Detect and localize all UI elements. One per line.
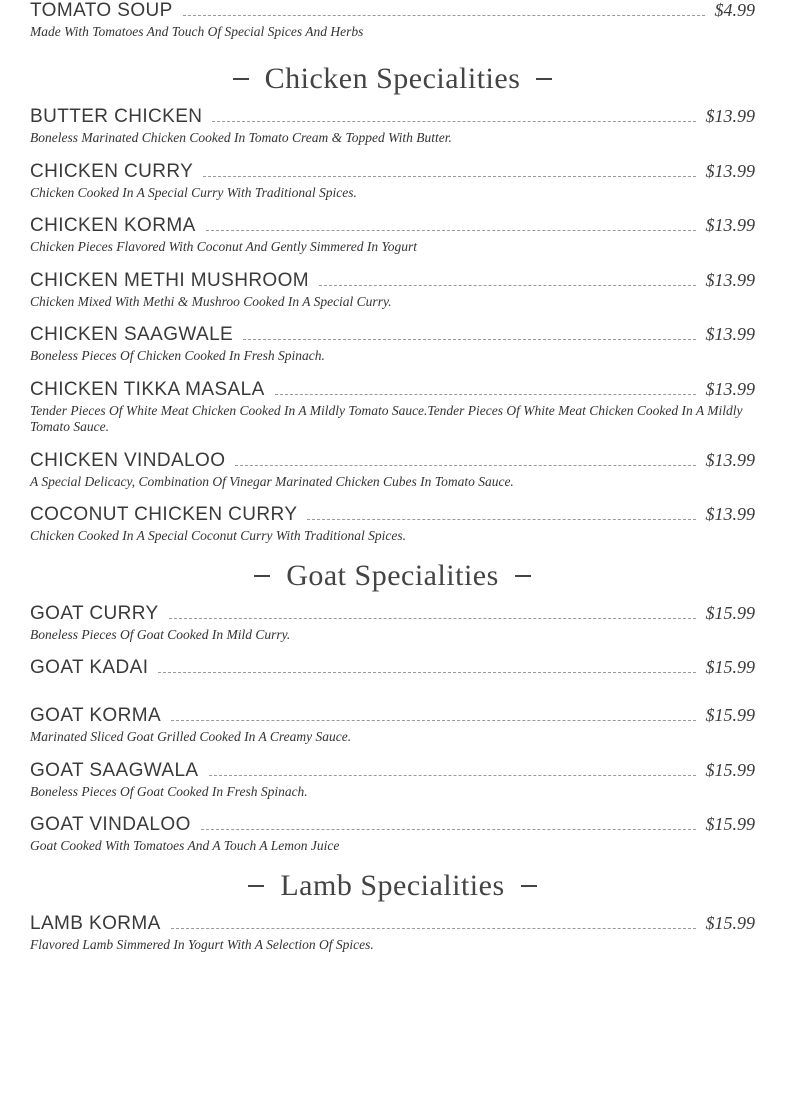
section-header-chicken	[30, 54, 755, 96]
menu-item-price: $15.99	[705, 657, 755, 678]
menu-item-line	[30, 603, 755, 625]
menu-item-description: Boneless Marinated Chicken Cooked In Tomato Cream & Topped With Butter.	[30, 130, 452, 146]
menu-item	[30, 379, 755, 436]
menu-item-name: GOAT CURRY	[30, 602, 159, 624]
menu-item-line	[30, 106, 755, 128]
menu-item-name: CHICKEN TIKKA MASALA	[30, 378, 265, 400]
menu-item	[30, 324, 755, 364]
dash-left-icon	[233, 78, 249, 80]
menu-item-price: $13.99	[705, 378, 755, 399]
menu-item	[30, 504, 755, 544]
menu-item-price: $15.99	[705, 705, 755, 726]
leader-line	[171, 719, 695, 721]
menu-item-line	[30, 705, 755, 727]
menu-item-description: Chicken Cooked In A Special Coconut Curry With Traditional Spices.	[30, 528, 406, 544]
menu-item-line	[30, 760, 755, 782]
leader-line	[169, 617, 696, 619]
dash-right-icon	[521, 885, 537, 887]
dash-right-icon	[536, 78, 552, 80]
menu-item	[30, 161, 755, 201]
leader-line	[158, 671, 695, 673]
menu-item	[30, 106, 755, 146]
menu-item-description: Boneless Pieces Of Goat Cooked In Mild Curry.	[30, 626, 291, 642]
menu-item-description: Made With Tomatoes And Touch Of Special Spices And Herbs	[30, 24, 364, 39]
menu-item-line	[30, 913, 755, 935]
menu-item	[30, 705, 755, 745]
leader-line	[319, 284, 695, 286]
menu-item-name: GOAT KORMA	[30, 705, 162, 727]
menu-item-name: TOMATO SOUP	[30, 0, 173, 21]
menu-item-line	[30, 324, 755, 346]
section-header-goat	[30, 559, 755, 593]
menu-item-name: CHICKEN METHI MUSHROOM	[30, 269, 310, 291]
menu-item-name: COCONUT CHICKEN CURRY	[30, 504, 298, 526]
menu-item-price: $15.99	[705, 602, 755, 623]
leader-line	[243, 338, 695, 340]
menu-item-description: Tender Pieces Of White Meat Chicken Cooked In A Mildly Tomato Sauce.Tender Pieces Of White Meat Chicken Cooked In A Mildly Tomato Sauce.	[30, 402, 743, 435]
leader-line	[212, 120, 695, 122]
dash-left-icon	[248, 885, 264, 887]
menu-item-description: A Special Delicacy, Combination Of Vinegar Marinated Chicken Cubes In Tomato Sauce.	[30, 473, 514, 489]
menu-item-name: CHICKEN CURRY	[30, 160, 194, 182]
menu-item	[30, 450, 755, 490]
leader-line	[183, 14, 705, 16]
menu-item-line	[30, 814, 755, 836]
menu-item-price: $4.99	[714, 0, 755, 20]
menu-item-description: Boneless Pieces Of Goat Cooked In Fresh Spinach.	[30, 783, 308, 799]
menu-item-price: $13.99	[705, 504, 755, 525]
menu-item-name: GOAT KADAI	[30, 657, 149, 679]
menu-item	[30, 814, 755, 854]
menu-item-line	[30, 0, 755, 22]
menu-item-line	[30, 161, 755, 183]
menu-item-line	[30, 270, 755, 292]
menu-item-name: GOAT VINDALOO	[30, 814, 191, 836]
leader-line	[203, 175, 695, 177]
menu-item	[30, 215, 755, 255]
menu-item-line	[30, 215, 755, 237]
menu-item-price: $13.99	[705, 160, 755, 181]
leader-line	[307, 518, 695, 520]
leader-line	[235, 464, 695, 466]
menu-item	[30, 0, 755, 40]
menu-item-description: Marinated Sliced Goat Grilled Cooked In A Creamy Sauce.	[30, 729, 352, 745]
menu-item-description: Flavored Lamb Simmered In Yogurt With A Selection Of Spices.	[30, 936, 374, 952]
menu-item-description: Chicken Mixed With Methi & Mushroo Cooked In A Special Curry.	[30, 293, 392, 309]
menu-item	[30, 270, 755, 310]
menu-item-name: LAMB KORMA	[30, 912, 161, 934]
menu-item-description: Chicken Cooked In A Special Curry With Traditional Spices.	[30, 184, 357, 200]
menu-item-price: $15.99	[705, 814, 755, 835]
section-title: Goat Specialities	[286, 558, 499, 592]
menu-item-price: $15.99	[705, 759, 755, 780]
menu-item-name: BUTTER CHICKEN	[30, 106, 203, 128]
menu-item-price: $15.99	[705, 912, 755, 933]
menu-item-name: CHICKEN KORMA	[30, 215, 196, 237]
menu-item-name: CHICKEN SAAGWALE	[30, 324, 234, 346]
menu-item-line	[30, 450, 755, 472]
leader-line	[275, 393, 696, 395]
menu-item-price: $13.99	[705, 106, 755, 127]
menu-item	[30, 760, 755, 800]
menu-item-description: Boneless Pieces Of Chicken Cooked In Fresh Spinach.	[30, 348, 325, 364]
menu-item-price: $13.99	[705, 269, 755, 290]
leader-line	[209, 774, 696, 776]
menu-item-name: CHICKEN VINDALOO	[30, 449, 226, 471]
menu-item-price: $13.99	[705, 324, 755, 345]
section-title: Lamb Specialities	[280, 868, 505, 902]
menu-item-description: Chicken Pieces Flavored With Coconut And Gently Simmered In Yogurt	[30, 239, 418, 255]
menu-item	[30, 603, 755, 643]
menu-item-price: $13.99	[705, 215, 755, 236]
section-header-lamb	[30, 869, 755, 903]
menu-item-name: GOAT SAAGWALA	[30, 759, 199, 781]
menu-item-price: $13.99	[705, 449, 755, 470]
menu-item-line	[30, 504, 755, 526]
menu-item	[30, 913, 755, 953]
section-title: Chicken Specialities	[264, 62, 521, 96]
dash-right-icon	[515, 575, 531, 577]
menu-item-line	[30, 379, 755, 401]
menu-item-line	[30, 657, 755, 679]
leader-line	[171, 927, 696, 929]
leader-line	[206, 229, 696, 231]
leader-line	[201, 828, 696, 830]
dash-left-icon	[254, 575, 270, 577]
menu-item	[30, 657, 755, 679]
menu-item-description: Goat Cooked With Tomatoes And A Touch A Lemon Juice	[30, 838, 340, 854]
